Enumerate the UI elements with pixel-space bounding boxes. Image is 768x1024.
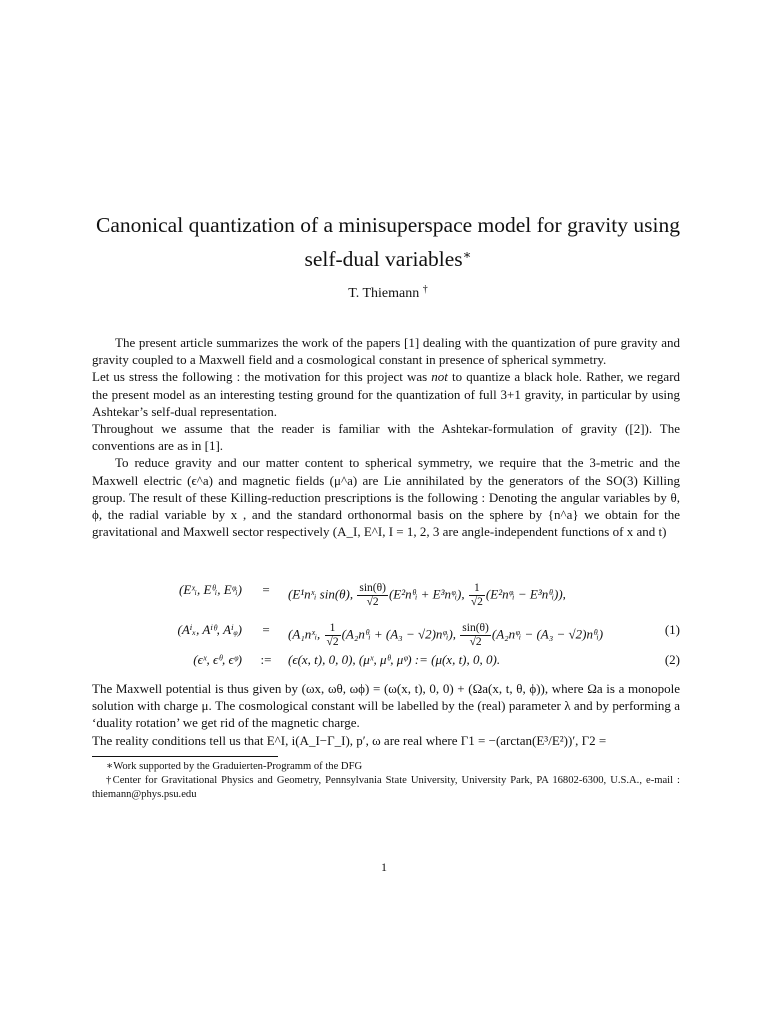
title-text: Canonical quantization of a minisuperspace model for gravity using self-dual variables [96,213,680,271]
equation-term: (A₂nᵠᵢ − (A₃ − √2)nᶿᵢ) [491,626,604,642]
emphasis-not: not [431,369,448,385]
title-footnote-mark: ∗ [462,247,472,262]
fraction-numerator: sin(θ) [462,622,489,634]
footnotes [92,760,680,802]
equation-rhs [288,622,603,649]
paper-title [92,210,684,274]
fraction [357,582,388,609]
paragraph-3: Throughout we assume that the reader is familiar with the Ashtekar-formulation of gravity ([2]). The conventions are as in [1]. [92,421,680,454]
equation-rhs [288,582,566,609]
fraction-numerator: 1 [325,622,341,636]
paragraph-2 [92,368,680,420]
author-line [92,284,684,302]
equation-operator: = [262,582,270,597]
equation-lhs: (Eˣᵢ, Eᶿᵢ, Eᵠᵢ) [178,582,242,597]
equation-operator: := [260,652,272,667]
paragraph-6: The reality conditions tell us that E^I, i(A_I−Γ_I), p′, ω are real where Γ1 = −(arctan(E³/E²))′, Γ2 = [92,732,607,748]
equation-connection [92,622,680,648]
fraction-denominator: √2 [469,636,482,648]
equation-electric-field [92,582,680,608]
equation-term: (E²nᵠᵢ − E³nᶿᵢ)), [485,586,566,602]
equation-term: (E¹nˣᵢ sin(θ), [288,586,354,602]
footnote-rule [92,756,278,757]
fraction-denominator: √2 [470,596,483,608]
author-name: T. Thiemann [348,286,420,301]
equation-term: (A₂nᶿᵢ + (A₃ − √2)nᵠᵢ), [341,626,457,642]
equation-lhs: (ϵˣ, ϵᶿ, ϵᵠ) [193,652,242,667]
paragraph-2-start: Let us stress the following : the motivation for this project was [92,369,428,385]
fraction [469,582,485,609]
equation-term: (A₁nˣᵢ, [288,626,321,642]
equation-lhs: (Aⁱₓ, Aⁱᶿ, Aⁱᵩ) [177,622,242,637]
equation-rhs: (ϵ(x, t), 0, 0), (μˣ, μᶿ, μᵠ) := (μ(x, t), 0, 0). [288,652,501,667]
body-text [92,334,680,540]
equation-number: (1) [664,622,680,637]
fraction [460,622,491,649]
footnote-1: ∗Work supported by the Graduierten-Programm of the DFG [106,761,363,772]
fraction [325,622,341,649]
equation-term: (E²nᶿᵢ + E³nᵠᵢ), [388,586,465,602]
equation-number: (2) [664,652,680,667]
page-number: 1 [381,860,387,874]
body-text-continued [92,680,680,749]
equation-operator: = [262,622,270,637]
fraction-numerator: sin(θ) [359,582,386,594]
author-footnote-mark: † [422,284,428,295]
fraction-denominator: √2 [326,636,339,648]
fraction-denominator: √2 [366,596,379,608]
footnote-2: †Center for Gravitational Physics and Geometry, Pennsylvania State University, University Park, PA 16802-6300, U.S.A., e-mail : thiemann@phys.psu.edu [92,775,680,800]
fraction-numerator: 1 [469,582,485,596]
paragraph-1: The present article summarizes the work of the papers [1] dealing with the quantization of pure gravity and gravity coupled to a Maxwell field and a cosmological constant in presence of spherical symmetry. [92,335,680,368]
paragraph-5: The Maxwell potential is thus given by (ωx, ωθ, ωϕ) = (ω(x, t), 0, 0) + (Ωa(x, t, θ, ϕ)), where Ωa is a monopole solution with charge μ. The cosmological constant will be labelled by the (real) parameter λ and by performing a ‘duality rotation’ we get rid of the magnetic charge. [92,681,680,731]
paragraph-2-end: to quantize a black hole. Rather, we regard the present model as an interesting testing ground for the quantization of full 3+1 gravity, in particular by using Ashtekar’s self-dual representation. [92,369,681,419]
paragraph-4: To reduce gravity and our matter content to spherical symmetry, we require that the 3-metric and the Maxwell electric (ϵ^a) and magnetic fields (μ^a) are Lie annihilated by the generators of the SO(3) Killing group. The result of these Killing-reduction prescriptions is the following : Denoting the angular variables by θ, ϕ, the radial variable by x , and the standard orthonormal basis on the sphere by {n^a} we obtain for the gravitational and Maxwell sector respectively (A_I, E^I, I = 1, 2, 3 are angle-independent functions of x and t) [92,455,680,540]
equation-maxwell-fields [92,652,680,674]
